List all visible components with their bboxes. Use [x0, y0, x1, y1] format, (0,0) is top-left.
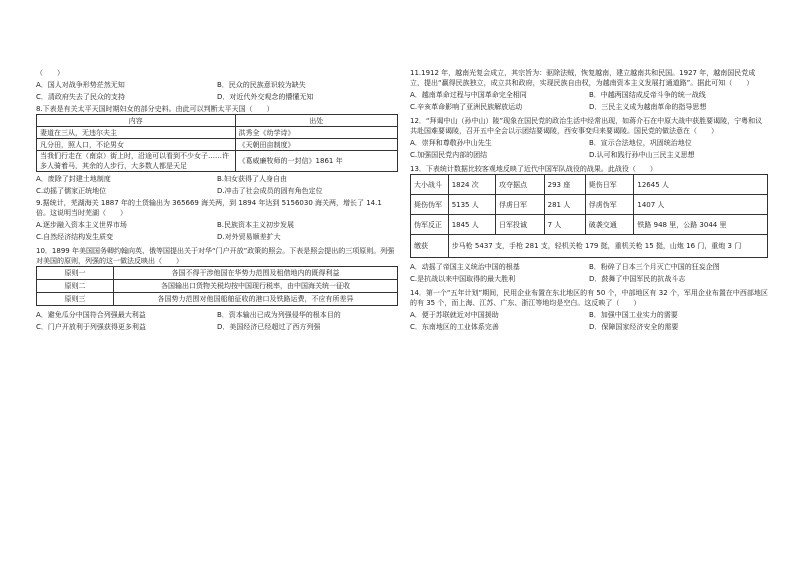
q13-cell: 281 人: [544, 195, 585, 215]
q8-cell: 《葛威廉牧师的一封信》1861 年: [235, 151, 397, 172]
q11-options-row1: [410, 90, 768, 100]
q8-option-c[interactable]: C.动摇了儒家正统地位: [36, 187, 107, 195]
q11-option-b[interactable]: B．中越两国结成反帝斗争的统一战线: [589, 91, 706, 99]
q12-options-row1: [410, 138, 768, 148]
q8-header-content: 内容: [37, 115, 236, 127]
q8-options-row2: [36, 186, 398, 196]
q10-options-row2: [36, 322, 398, 332]
q7-option-a[interactable]: A．国人对战争形势茫然无知: [36, 81, 125, 89]
q8-cell: 凡分田，照人口，不论男女: [37, 139, 236, 151]
q13-cell: 1824 次: [448, 175, 495, 195]
right-column: [410, 68, 768, 332]
q8-option-a[interactable]: A．废除了封建土地制度: [36, 175, 111, 183]
q13-option-a[interactable]: A．动摇了帝国主义统治中国的根基: [410, 263, 520, 271]
q12-options-row2: [410, 150, 768, 160]
table-row: [37, 127, 398, 139]
q10-option-c[interactable]: C．门户开放利于列强获得更多利益: [36, 323, 146, 331]
q12-option-b[interactable]: B．宣示合法地位，巩固统治地位: [589, 139, 692, 147]
q9-option-a[interactable]: A.逐步融入资本主义世界市场: [36, 221, 127, 229]
table-row: [411, 215, 768, 235]
q9-options-row2: [36, 232, 398, 242]
q13-cell: 12645 人: [634, 175, 768, 195]
q10-option-d[interactable]: D．美国经济已经超过了西方列强: [217, 323, 321, 331]
q10-stem: 10．1899 年美国国务卿约翰向英、俄等国提出关于对华“门户开放”政策的照会。下表是照会提出的三项原则。列强对美国的原则，列强的这一做法反映出（ ）: [36, 247, 395, 265]
q8-stem: 8.下表是有关太平天国时期妇女的部分史料。由此可以判断太平天国（ ）: [36, 105, 274, 113]
table-row: [37, 293, 398, 306]
q8-cell: 妻道在三从，无违尔夫主: [37, 127, 236, 139]
q10-principle-text: 各国输出口货物关税均按中国现行税率，由中国海关统一征收: [114, 280, 398, 293]
q8-cell: 洪秀全《幼学诗》: [235, 127, 397, 139]
q13-cell: 1845 人: [448, 215, 495, 235]
table-row: [37, 280, 398, 293]
q10-option-a[interactable]: A．避免瓜分中国符合列强最大利益: [36, 311, 146, 319]
q14-stem: 14．第一个“五年计划”期间，民用企业布置在东北地区的有 50 个，中部地区有 32 个，军用企业布置在中西部地区的有 35 个，而上海、江苏、广东、浙江等地均是空白。这反映了（ ）: [410, 289, 768, 307]
q13-options-row1: [410, 262, 768, 272]
q14-option-d[interactable]: D．保障国家经济安全的需要: [589, 323, 679, 331]
q10-principle-text: 各国势力范围对他国船舶征收的港口及铁路运费，不应有所差异: [114, 293, 398, 306]
q11-stem: 11.1912 年，越南光复会成立，其宗旨为：驱除法贼，恢复越南，建立越南共和民国。1927 年，越南国民党成立，提出“赢得民族独立，成立共和政府，实现民族自由权，为越南资本主义发展打通道路”。据此可知（ ）: [410, 69, 756, 87]
q13-stem: 13．下表统计数据比较客观地反映了近代中国军队战役的战果。此战役（ ）: [410, 165, 657, 173]
q13-options-row2: [410, 274, 768, 284]
q10-principle-label: 原则二: [37, 280, 114, 293]
q8-cell: 《天朝田亩制度》: [235, 139, 397, 151]
q14-options-row1: [410, 310, 768, 320]
q8-header-source: 出处: [235, 115, 397, 127]
q10-principle-text: 各国不得干涉他国在华势力范围及租借地内的既得利益: [114, 267, 398, 280]
q8-table-header: [37, 115, 398, 127]
q9-option-b[interactable]: B.民族资本主义初步发展: [217, 221, 295, 229]
q13-cell: 5135 人: [448, 195, 495, 215]
q7-stem: （ ）: [36, 69, 64, 77]
q10-principle-label: 原则三: [37, 293, 114, 306]
q12-stem: 12．“拜谒中山（孙中山）陵”现象在国民党的政治生活中经常出现，如蒋介石在中原大战中获胜要谒陵，宁粤和议共赴国难要谒陵，召开五中全会以示团结要谒陵，西安事变归来要谒陵。国民党的做法意在（ ）: [410, 117, 763, 135]
q7-options-row2: [36, 92, 398, 102]
q7-option-b[interactable]: B．民众的民族意识较为缺失: [217, 81, 306, 89]
q13-cell: 俘虏伪军: [585, 195, 634, 215]
q14-option-c[interactable]: C．东南地区的工业体系完善: [410, 323, 499, 331]
q9-option-d[interactable]: D.对外贸易顺差扩大: [217, 233, 281, 241]
table-row: [37, 139, 398, 151]
q11-option-d[interactable]: D．三民主义成为越南革命的指导思想: [589, 103, 707, 111]
q7-option-c[interactable]: C．清政府失去了民众的支持: [36, 93, 125, 101]
q8-options-row1: [36, 174, 398, 184]
q9-stem: 9.据统计，芜湖海关 1887 年的土货输出为 365669 海关两，到 1894 年达到 5156030 海关两，增长了 14.1 倍。这说明当时芜湖（ ）: [36, 199, 382, 217]
q13-option-c[interactable]: C.是抗战以来中国取得的最大胜利: [410, 275, 516, 283]
table-row: [411, 235, 768, 258]
q10-options-row1: [36, 310, 398, 320]
q11-options-row2: [410, 102, 768, 112]
q8-option-b[interactable]: B.妇女获得了人身自由: [217, 175, 288, 183]
q7-options-row1: [36, 80, 398, 90]
left-column: [36, 68, 398, 332]
q8-cell: 当我们行走在（南京）街上时，沿途可以看到不少女子……许多人骑着马，其余的人步行，大多数人都是天足: [37, 151, 236, 172]
q9-option-c[interactable]: C.自然经济结构发生质变: [36, 233, 114, 241]
q10-principle-label: 原则一: [37, 267, 114, 280]
q13-cell: 破袭交通: [585, 215, 634, 235]
q13-cell: 缴获: [411, 235, 449, 258]
table-row: [411, 195, 768, 215]
q13-cell: 步马枪 5437 支，手枪 281 支，轻机关枪 179 挺，重机关枪 15 挺，山炮 16 门，重炮 3 门: [448, 235, 767, 258]
q13-option-b[interactable]: B．粉碎了日本三个月灭亡中国的狂妄企图: [589, 263, 720, 271]
q9-options-row1: [36, 220, 398, 230]
table-row: [411, 175, 768, 195]
q13-cell: 日军投诚: [496, 215, 545, 235]
q13-cell: 大小战斗: [411, 175, 449, 195]
q13-cell: 俘虏日军: [496, 195, 545, 215]
q13-cell: 攻夺据点: [496, 175, 545, 195]
q13-cell: 7 人: [544, 215, 585, 235]
q13-cell: 毙伤伪军: [411, 195, 449, 215]
q14-options-row2: [410, 322, 768, 332]
q12-option-d[interactable]: D.认可和践行孙中山三民主义思想: [589, 151, 695, 159]
q14-option-a[interactable]: A．便于苏联就近对中国援助: [410, 311, 499, 319]
q13-option-d[interactable]: D．鼓舞了中国军民的抗战斗志: [589, 275, 686, 283]
q11-option-c[interactable]: C.辛亥革命影响了亚洲民族解放运动: [410, 103, 523, 111]
q14-option-b[interactable]: B．加强中国工业实力的需要: [589, 311, 678, 319]
table-row: [37, 151, 398, 172]
q13-cell: 伪军反正: [411, 215, 449, 235]
q10-option-b[interactable]: B．资本输出已成为列强侵华的根本目的: [217, 311, 341, 319]
q10-table: [36, 266, 398, 306]
q11-option-a[interactable]: A．越南革命过程与中国革命完全相同: [410, 91, 527, 99]
q13-cell: 铁路 948 里，公路 3044 里: [634, 215, 768, 235]
q13-cell: 1407 人: [634, 195, 768, 215]
q8-table: [36, 114, 398, 172]
q12-option-c[interactable]: C.加强国民党内部的团结: [410, 151, 488, 159]
q8-option-d[interactable]: D.冲击了社会成员的固有角色定位: [217, 187, 323, 195]
q7-option-d[interactable]: D．对近代外交观念的懵懂无知: [217, 93, 314, 101]
q12-option-a[interactable]: A．崇拜和尊敬孙中山先生: [410, 139, 492, 147]
table-row: [37, 267, 398, 280]
q13-cell: 293 座: [544, 175, 585, 195]
q13-cell: 毙伤日军: [585, 175, 634, 195]
q13-table: [410, 174, 768, 258]
